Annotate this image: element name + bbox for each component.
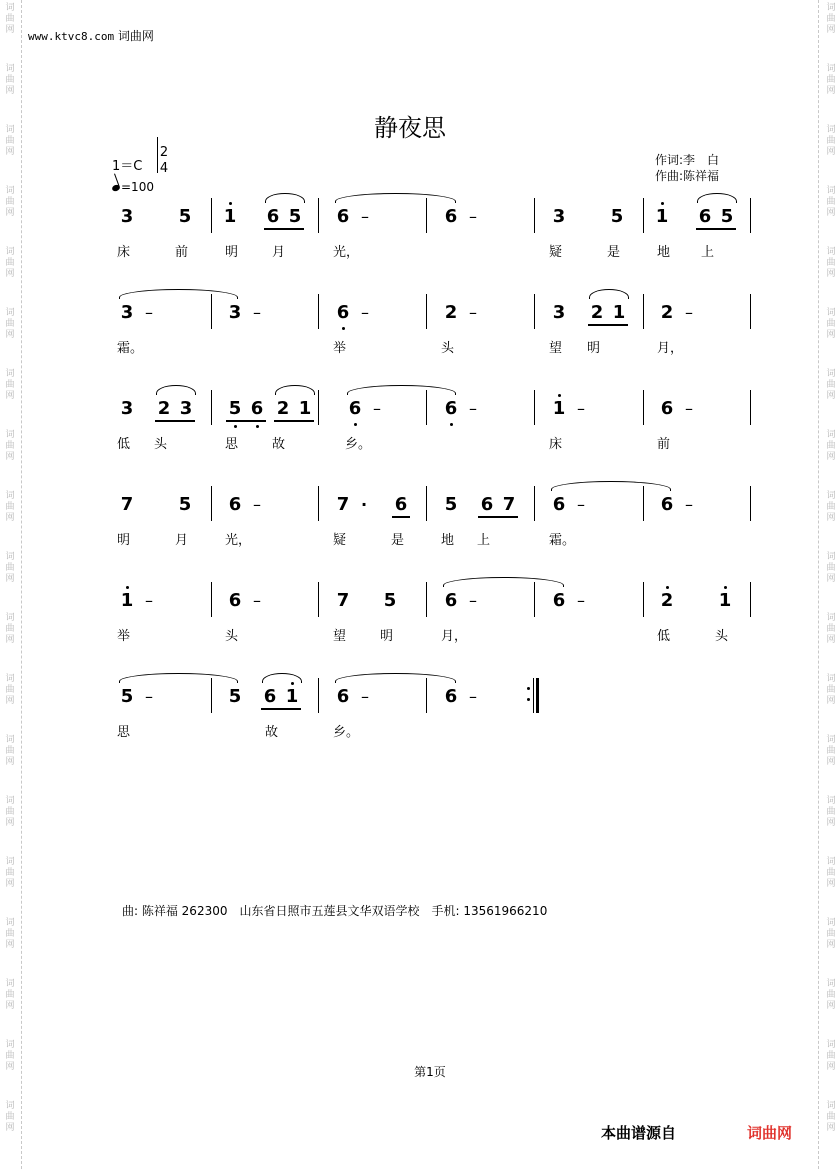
note: 6 — [228, 494, 242, 515]
note: 5 — [120, 686, 134, 707]
sustain-dash: – — [253, 591, 261, 610]
lyric: 地 — [441, 533, 455, 548]
note: 3 — [120, 398, 134, 419]
lyric: 是 — [607, 245, 621, 260]
lyric: 乡。 — [333, 725, 360, 740]
side-watermark: 词 曲 网 — [5, 3, 15, 35]
lyric: 月 — [175, 533, 189, 548]
tie-slur — [335, 673, 456, 683]
bar-line — [426, 486, 427, 521]
bar-line — [643, 390, 644, 425]
score-system — [0, 495, 840, 575]
note: 2 — [157, 398, 171, 419]
sustain-dash: – — [373, 399, 381, 418]
bar-line — [534, 294, 535, 329]
sustain-dash: – — [577, 399, 585, 418]
bar-line — [426, 678, 427, 713]
key-signature: 1＝C — [112, 159, 143, 174]
score-system — [0, 687, 840, 767]
side-watermark: 词 曲 网 — [826, 918, 836, 950]
note: 5 — [720, 206, 734, 227]
bar-line — [534, 198, 535, 233]
bar-line — [643, 486, 644, 521]
side-watermark: 词 曲 网 — [826, 369, 836, 401]
note: 5 — [228, 686, 242, 707]
side-watermark: 词 曲 网 — [826, 674, 836, 706]
bar-line — [750, 486, 751, 521]
side-watermark: 词 曲 网 — [826, 1040, 836, 1072]
note: 6 — [394, 494, 408, 515]
side-watermark: 词 曲 网 — [5, 186, 15, 218]
note: 3 — [228, 302, 242, 323]
lyric: 前 — [175, 245, 189, 260]
octave-low-dot — [256, 425, 259, 428]
lyric: 头 — [715, 629, 729, 644]
beam-underline — [478, 516, 518, 518]
sustain-dash: – — [145, 303, 153, 322]
side-watermark: 词 曲 网 — [5, 552, 15, 584]
lyric: 乡。 — [345, 437, 372, 452]
tempo-value: =100 — [121, 180, 154, 194]
note: 6 — [444, 686, 458, 707]
bar-line — [643, 198, 644, 233]
side-watermark: 词 曲 网 — [5, 1101, 15, 1133]
side-watermark: 词 曲 网 — [826, 491, 836, 523]
note: 6 — [552, 494, 566, 515]
sustain-dash: – — [577, 591, 585, 610]
bar-line — [750, 582, 751, 617]
side-watermark: 词 曲 网 — [826, 247, 836, 279]
note: 3 — [552, 206, 566, 227]
bar-line — [318, 294, 319, 329]
note: 6 — [480, 494, 494, 515]
side-watermark: 词 曲 网 — [826, 796, 836, 828]
side-watermark: 词 曲 网 — [826, 979, 836, 1011]
octave-low-dot — [354, 423, 357, 426]
note: 6 — [698, 206, 712, 227]
note: 2 — [276, 398, 290, 419]
note: 5 — [383, 590, 397, 611]
side-watermark: 词 曲 网 — [826, 1101, 836, 1133]
note: 6 — [348, 398, 362, 419]
tie-slur — [119, 673, 238, 683]
composer: 作曲:陈祥福 — [655, 169, 720, 183]
bar-line — [750, 390, 751, 425]
note: 3 — [120, 302, 134, 323]
note: 7 — [502, 494, 516, 515]
sustain-dash: – — [145, 591, 153, 610]
score-system — [0, 207, 840, 287]
side-watermark: 词 曲 网 — [826, 857, 836, 889]
footer-contact: 曲: 陈祥福 262300 山东省日照市五莲县文华双语学校 手机: 13561966210 — [122, 904, 548, 918]
octave-high-dot — [558, 394, 561, 397]
sustain-dash: – — [685, 495, 693, 514]
beam-underline — [274, 420, 314, 422]
note: 7 — [336, 590, 350, 611]
tie-slur — [697, 193, 737, 203]
side-watermark: 词 曲 网 — [826, 430, 836, 462]
lyric: 光， — [225, 533, 252, 548]
note: 6 — [336, 302, 350, 323]
note: 3 — [179, 398, 193, 419]
sustain-dash: – — [145, 687, 153, 706]
lyric: 明 — [117, 533, 131, 548]
note: 6 — [660, 398, 674, 419]
lyric: 月， — [657, 341, 684, 356]
sustain-dash: – — [469, 399, 477, 418]
side-watermark: 词 曲 网 — [5, 369, 15, 401]
page-number: 第1页 — [414, 1065, 446, 1079]
bar-line — [318, 582, 319, 617]
sustain-dash: – — [253, 303, 261, 322]
bar-line — [211, 390, 212, 425]
tie-slur — [335, 193, 456, 203]
note: 6 — [444, 206, 458, 227]
note: 6 — [266, 206, 280, 227]
note: 5 — [444, 494, 458, 515]
bar-line — [750, 294, 751, 329]
bar-line — [211, 678, 212, 713]
lyric: 上 — [477, 533, 491, 548]
sustain-dash: – — [361, 687, 369, 706]
side-watermark: 词 曲 网 — [5, 125, 15, 157]
brand-link[interactable]: 词曲网 — [747, 1124, 793, 1142]
side-watermark: 词 曲 网 — [5, 857, 15, 889]
lyric: 望 — [549, 341, 563, 356]
lyric: 头 — [441, 341, 455, 356]
side-watermark: 词 曲 网 — [826, 64, 836, 96]
source-label: 本曲谱源自 — [601, 1124, 677, 1142]
bar-line — [534, 486, 535, 521]
note: 2 — [660, 590, 674, 611]
tie-slur — [275, 385, 315, 395]
lyric: 明 — [380, 629, 394, 644]
note: 1 — [655, 206, 669, 227]
sustain-dash: – — [469, 687, 477, 706]
note: 6 — [250, 398, 264, 419]
note: 6 — [336, 206, 350, 227]
note: 2 — [590, 302, 604, 323]
octave-high-dot — [229, 202, 232, 205]
lyric: 思 — [225, 437, 239, 452]
lyric: 低 — [117, 437, 131, 452]
side-watermark: 词 曲 网 — [826, 3, 836, 35]
note: 6 — [263, 686, 277, 707]
bar-line — [426, 294, 427, 329]
lyric: 前 — [657, 437, 671, 452]
tie-slur — [265, 193, 305, 203]
sustain-dash: – — [469, 303, 477, 322]
lyric: 头 — [225, 629, 239, 644]
side-watermark: 词 曲 网 — [5, 674, 15, 706]
note: 1 — [223, 206, 237, 227]
lyric: 疑 — [333, 533, 347, 548]
tie-slur — [551, 481, 671, 491]
side-watermark: 词 曲 网 — [826, 552, 836, 584]
tie-slur — [119, 289, 238, 299]
note: 2 — [660, 302, 674, 323]
bar-line — [211, 582, 212, 617]
side-watermark: 词 曲 网 — [826, 613, 836, 645]
sustain-dash: – — [469, 207, 477, 226]
lyric: 疑 — [549, 245, 563, 260]
lyric: 头 — [154, 437, 168, 452]
octave-high-dot — [661, 202, 664, 205]
site-name: 词曲网 — [117, 29, 154, 43]
lyric: 明 — [225, 245, 239, 260]
tie-slur — [443, 577, 564, 587]
note: 6 — [228, 590, 242, 611]
lyric: 举 — [117, 629, 131, 644]
lyric: 低 — [657, 629, 671, 644]
lyric: 霜。 — [117, 341, 144, 356]
lyric: 明 — [587, 341, 601, 356]
note: 1 — [718, 590, 732, 611]
note: 5 — [228, 398, 242, 419]
bar-line — [426, 390, 427, 425]
time-top: 2 — [159, 145, 169, 160]
sustain-dash: – — [685, 303, 693, 322]
lyric: 思 — [117, 725, 131, 740]
side-watermark: 词 曲 网 — [5, 979, 15, 1011]
side-watermark: 词 曲 网 — [5, 247, 15, 279]
note: 7 — [120, 494, 134, 515]
bar-line — [211, 294, 212, 329]
bar-line — [426, 198, 427, 233]
score-system — [0, 399, 840, 479]
bar-line — [643, 294, 644, 329]
side-watermark: 词 曲 网 — [826, 308, 836, 340]
tie-slur — [156, 385, 196, 395]
note: 1 — [552, 398, 566, 419]
octave-high-dot — [724, 586, 727, 589]
lyric: 月 — [272, 245, 286, 260]
bar-line — [318, 678, 319, 713]
note: 2 — [444, 302, 458, 323]
octave-high-dot — [126, 586, 129, 589]
note: 1 — [285, 686, 299, 707]
lyric: 床 — [117, 245, 131, 260]
bar-line — [534, 390, 535, 425]
sustain-dash: – — [469, 591, 477, 610]
note: 6 — [552, 590, 566, 611]
bar-line — [211, 198, 212, 233]
score-system — [0, 303, 840, 383]
time-bottom: 4 — [159, 161, 169, 176]
lyric: 霜。 — [549, 533, 576, 548]
lyric: 上 — [701, 245, 715, 260]
note: 1 — [120, 590, 134, 611]
tie-slur — [347, 385, 456, 395]
note: 5 — [610, 206, 624, 227]
bar-line — [318, 390, 319, 425]
side-watermark: 词 曲 网 — [5, 64, 15, 96]
sustain-dash: – — [253, 495, 261, 514]
beam-underline — [264, 228, 304, 230]
sustain-dash: – — [361, 207, 369, 226]
tie-slur — [589, 289, 629, 299]
bar-line — [750, 198, 751, 233]
tie-slur — [262, 673, 302, 683]
side-watermark: 词 曲 网 — [826, 186, 836, 218]
side-watermark: 词 曲 网 — [5, 1040, 15, 1072]
sustain-dash: – — [577, 495, 585, 514]
side-watermark: 词 曲 网 — [5, 491, 15, 523]
note: 1 — [298, 398, 312, 419]
lyric: 月， — [441, 629, 468, 644]
side-watermark: 词 曲 网 — [5, 613, 15, 645]
note: 6 — [444, 590, 458, 611]
bar-line — [426, 582, 427, 617]
side-watermark: 词 曲 网 — [826, 125, 836, 157]
bar-line — [534, 582, 535, 617]
augmentation-dot: · — [361, 495, 368, 514]
bar-line — [318, 198, 319, 233]
octave-low-dot — [234, 425, 237, 428]
side-watermark: 词 曲 网 — [5, 735, 15, 767]
lyric: 床 — [549, 437, 563, 452]
note: 7 — [336, 494, 350, 515]
beam-underline — [588, 324, 628, 326]
lyric: 地 — [657, 245, 671, 260]
site-url-link[interactable]: www.ktvc8.com — [28, 30, 115, 43]
note: 5 — [178, 206, 192, 227]
beam-underline — [226, 420, 266, 422]
note: 6 — [660, 494, 674, 515]
beam-underline — [155, 420, 195, 422]
note: 3 — [552, 302, 566, 323]
note: 6 — [336, 686, 350, 707]
side-watermark: 词 曲 网 — [5, 796, 15, 828]
octave-high-dot — [666, 586, 669, 589]
note: 6 — [444, 398, 458, 419]
side-watermark: 词 曲 网 — [5, 918, 15, 950]
bar-line — [643, 582, 644, 617]
side-watermark: 词 曲 网 — [826, 735, 836, 767]
side-watermark: 词 曲 网 — [5, 430, 15, 462]
bar-line — [211, 486, 212, 521]
lyric: 光， — [333, 245, 360, 260]
lyric: 望 — [333, 629, 347, 644]
beam-underline — [696, 228, 736, 230]
lyric: 举 — [333, 341, 347, 356]
note: 1 — [612, 302, 626, 323]
bar-line — [318, 486, 319, 521]
lyricist: 作词:李 白 — [655, 153, 720, 167]
note: 5 — [288, 206, 302, 227]
octave-low-dot — [342, 327, 345, 330]
score-system — [0, 591, 840, 671]
beam-underline — [261, 708, 301, 710]
lyric: 故 — [265, 725, 279, 740]
lyric: 故 — [272, 437, 286, 452]
sustain-dash: – — [685, 399, 693, 418]
note: 3 — [120, 206, 134, 227]
song-title: 静夜思 — [374, 114, 446, 142]
sustain-dash: – — [361, 303, 369, 322]
beam-underline — [392, 516, 410, 518]
note: 5 — [178, 494, 192, 515]
lyric: 是 — [391, 533, 405, 548]
octave-low-dot — [450, 423, 453, 426]
side-watermark: 词 曲 网 — [5, 308, 15, 340]
